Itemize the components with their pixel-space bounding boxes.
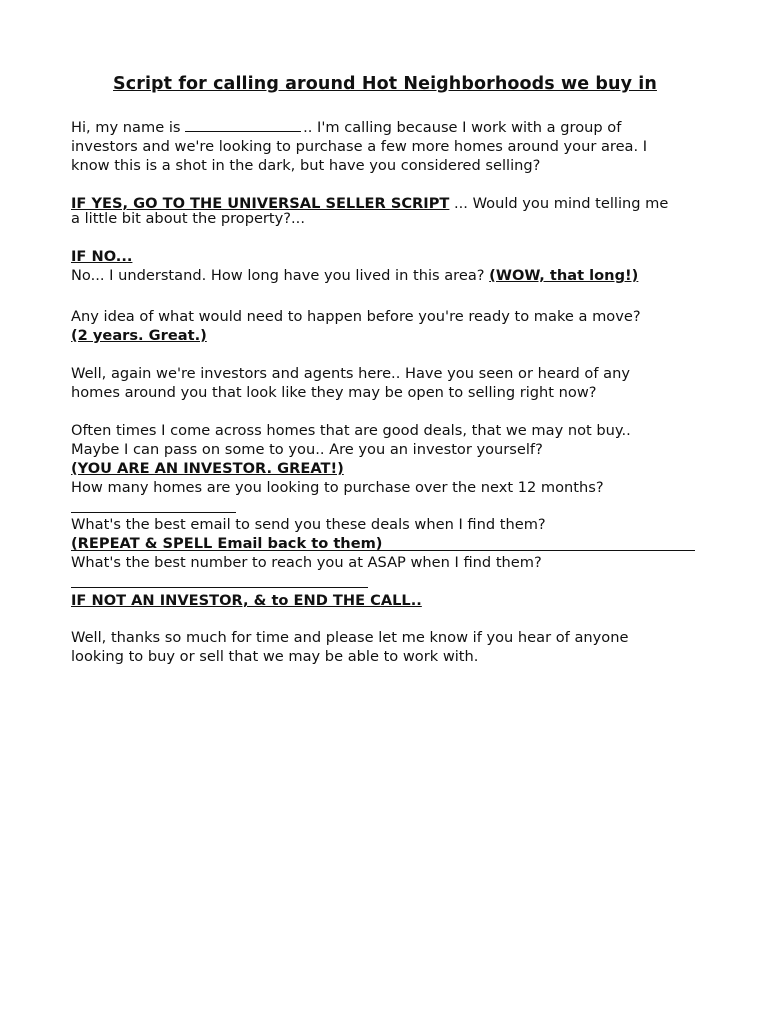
deals-line-4: How many homes are you looking to purchase over the next 12 months?: [71, 479, 604, 496]
intro-paragraph: [71, 118, 731, 175]
deals-email-block: [71, 515, 731, 572]
intro-text-before-blank: Hi, my name is: [71, 119, 186, 136]
intro-line-3: know this is a shot in the dark, but have you considered selling?: [71, 157, 541, 174]
move-paragraph: [71, 307, 731, 345]
if-no-bold-response: (WOW, that long!): [489, 267, 639, 284]
if-yes-heading: IF YES, GO TO THE UNIVERSAL SELLER SCRIPT: [71, 195, 450, 212]
if-no-heading: IF NO...: [71, 248, 133, 265]
closing-line-1: Well, thanks so much for time and please let me know if you hear of anyone: [71, 629, 629, 646]
closing-line-2: looking to buy or sell that we may be able to work with.: [71, 648, 479, 665]
if-yes-text: ... Would you mind telling me: [449, 195, 669, 212]
if-no-line-1: [71, 266, 731, 285]
if-not-investor-heading: IF NOT AN INVESTOR, & to END THE CALL..: [71, 592, 422, 609]
deals-paragraph: [71, 421, 731, 497]
investors-line-2: homes around you that look like they may be open to selling right now?: [71, 384, 597, 401]
if-not-investor-paragraph: [71, 591, 731, 610]
if-yes-paragraph: [71, 194, 731, 228]
if-no-text: No... I understand. How long have you lived in this area?: [71, 267, 490, 284]
phone-blank: [71, 587, 368, 588]
deals-line-7: What's the best number to reach you at ASAP when I find them?: [71, 554, 542, 571]
if-yes-line-2: a little bit about the property?...: [71, 210, 305, 227]
investors-paragraph: [71, 364, 731, 402]
intro-line-1: [71, 118, 731, 137]
if-no-paragraph: [71, 247, 731, 285]
investors-line-1: Well, again we're investors and agents here.. Have you seen or heard of any: [71, 365, 630, 382]
name-blank: [185, 119, 301, 132]
deals-line-5: What's the best email to send you these deals when I find them?: [71, 516, 546, 533]
homes-count-blank: [71, 512, 236, 513]
deals-line-2: Maybe I can pass on some to you.. Are you an investor yourself?: [71, 441, 543, 458]
intro-line-2: investors and we're looking to purchase a few more homes around your area. I: [71, 138, 648, 155]
deals-repeat-email: (REPEAT & SPELL Email back to them): [71, 535, 383, 552]
page-title: Script for calling around Hot Neighborhoods we buy in: [113, 74, 657, 94]
move-line-1: Any idea of what would need to happen before you're ready to make a move?: [71, 308, 641, 325]
deals-line-1: Often times I come across homes that are good deals, that we may not buy..: [71, 422, 631, 439]
closing-paragraph: [71, 628, 731, 666]
move-bold-response: (2 years. Great.): [71, 327, 207, 344]
intro-text-after-blank: .. I'm calling because I work with a group of: [303, 119, 622, 136]
deals-investor-response: (YOU ARE AN INVESTOR. GREAT!): [71, 460, 344, 477]
email-blank: [71, 550, 695, 551]
